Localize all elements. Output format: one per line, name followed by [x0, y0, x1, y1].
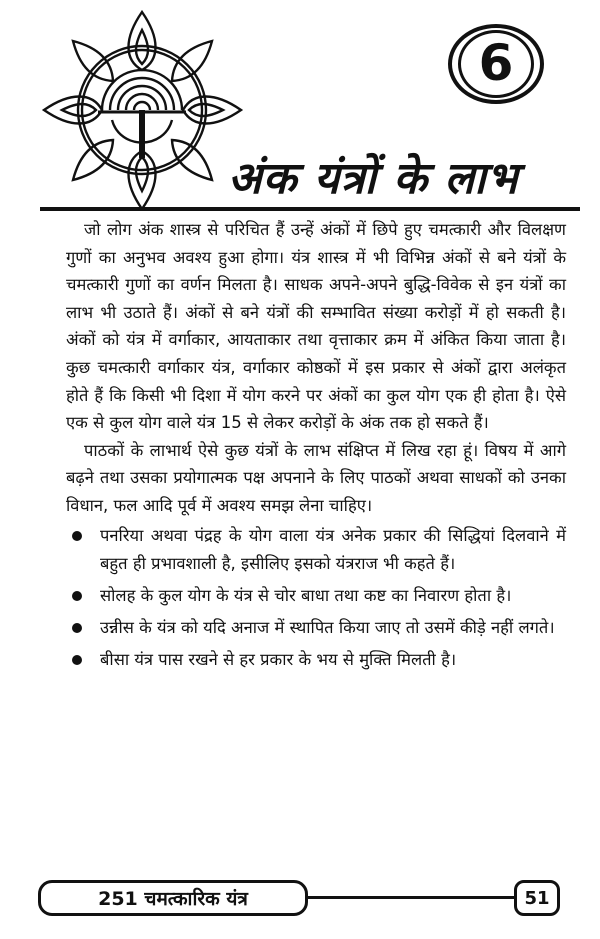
- paragraph: पाठकों के लाभार्थ ऐसे कुछ यंत्रों के लाभ संक्षिप्त में लिख रहा हूं। विषय में आगे बढ़ने तथा उसका प्रयोगात्मक पक्ष अपनाने के लिए पाठकों अथवा साधकों को उनका विधान, फल आदि पूर्व में अवश्य समझ लेना चाहिए।: [66, 440, 566, 515]
- list-item: [66, 646, 566, 674]
- bullet-icon: [72, 531, 82, 541]
- list-item: [66, 614, 566, 642]
- title-divider: [40, 207, 580, 211]
- benefits-list: [66, 522, 566, 674]
- book-title-banner: 251 चमत्कारिक यंत्र: [38, 880, 308, 916]
- list-item-text: पनरिया अथवा पंद्रह के योग वाला यंत्र अनेक प्रकार की सिद्धियां दिलवाने में बहुत ही प्रभावशाली है, इसीलिए इसको यंत्रराज भी कहते हैं।: [100, 525, 566, 573]
- chapter-number-badge: [448, 24, 544, 104]
- chapter-body: [66, 216, 566, 678]
- list-item-text: बीसा यंत्र पास रखने से हर प्रकार के भय से मुक्ति मिलती है।: [100, 649, 457, 669]
- chapter-number: 6: [478, 34, 514, 92]
- list-item-text: उन्नीस के यंत्र को यदि अनाज में स्थापित किया जाए तो उसमें कीड़े नहीं लगते।: [100, 617, 555, 637]
- bullet-icon: [72, 591, 82, 601]
- page-number: 51: [514, 880, 560, 916]
- chapter-title: अंक यंत्रों के लाभ: [228, 153, 519, 204]
- footer-divider: [308, 896, 514, 899]
- bullet-icon: [72, 655, 82, 665]
- list-item: [66, 522, 566, 578]
- list-item: [66, 582, 566, 610]
- list-item-text: सोलह के कुल योग के यंत्र से चोर बाधा तथा कष्ट का निवारण होता है।: [100, 585, 512, 605]
- paragraph: जो लोग अंक शास्त्र से परिचित हैं उन्हें अंकों में छिपे हुए चमत्कारी और विलक्षण गुणों का अनुभव अवश्य हुआ होगा। यंत्र शास्त्र में भी विभिन्न अंकों से बने यंत्रों के चमत्कारी गुणों का वर्णन मिलता है। साधक अपने-अपने बुद्धि-विवेक से इन यंत्रों का लाभ भी उठाते हैं। अंकों से बने यंत्रों की सम्भावित संख्या करोड़ों में हो सकती है। अंकों को यंत्र में वर्गाकार, आयताकार तथा वृत्ताकार क्रम में अंकित किया जाता है। कुछ चमत्कारी वर्गाकार यंत्र, वर्गाकार कोष्ठकों में इस प्रकार से अंकों द्वारा अलंकृत होते हैं कि किसी भी दिशा में योग करने पर अंकों का कुल योग एक ही होता है। ऐसे एक से कुल योग वाले यंत्र 15 से लेकर करोड़ों के अंक तक हो सकते हैं।: [66, 220, 566, 433]
- lotus-yantra-emblem-icon: [40, 8, 245, 213]
- bullet-icon: [72, 623, 82, 633]
